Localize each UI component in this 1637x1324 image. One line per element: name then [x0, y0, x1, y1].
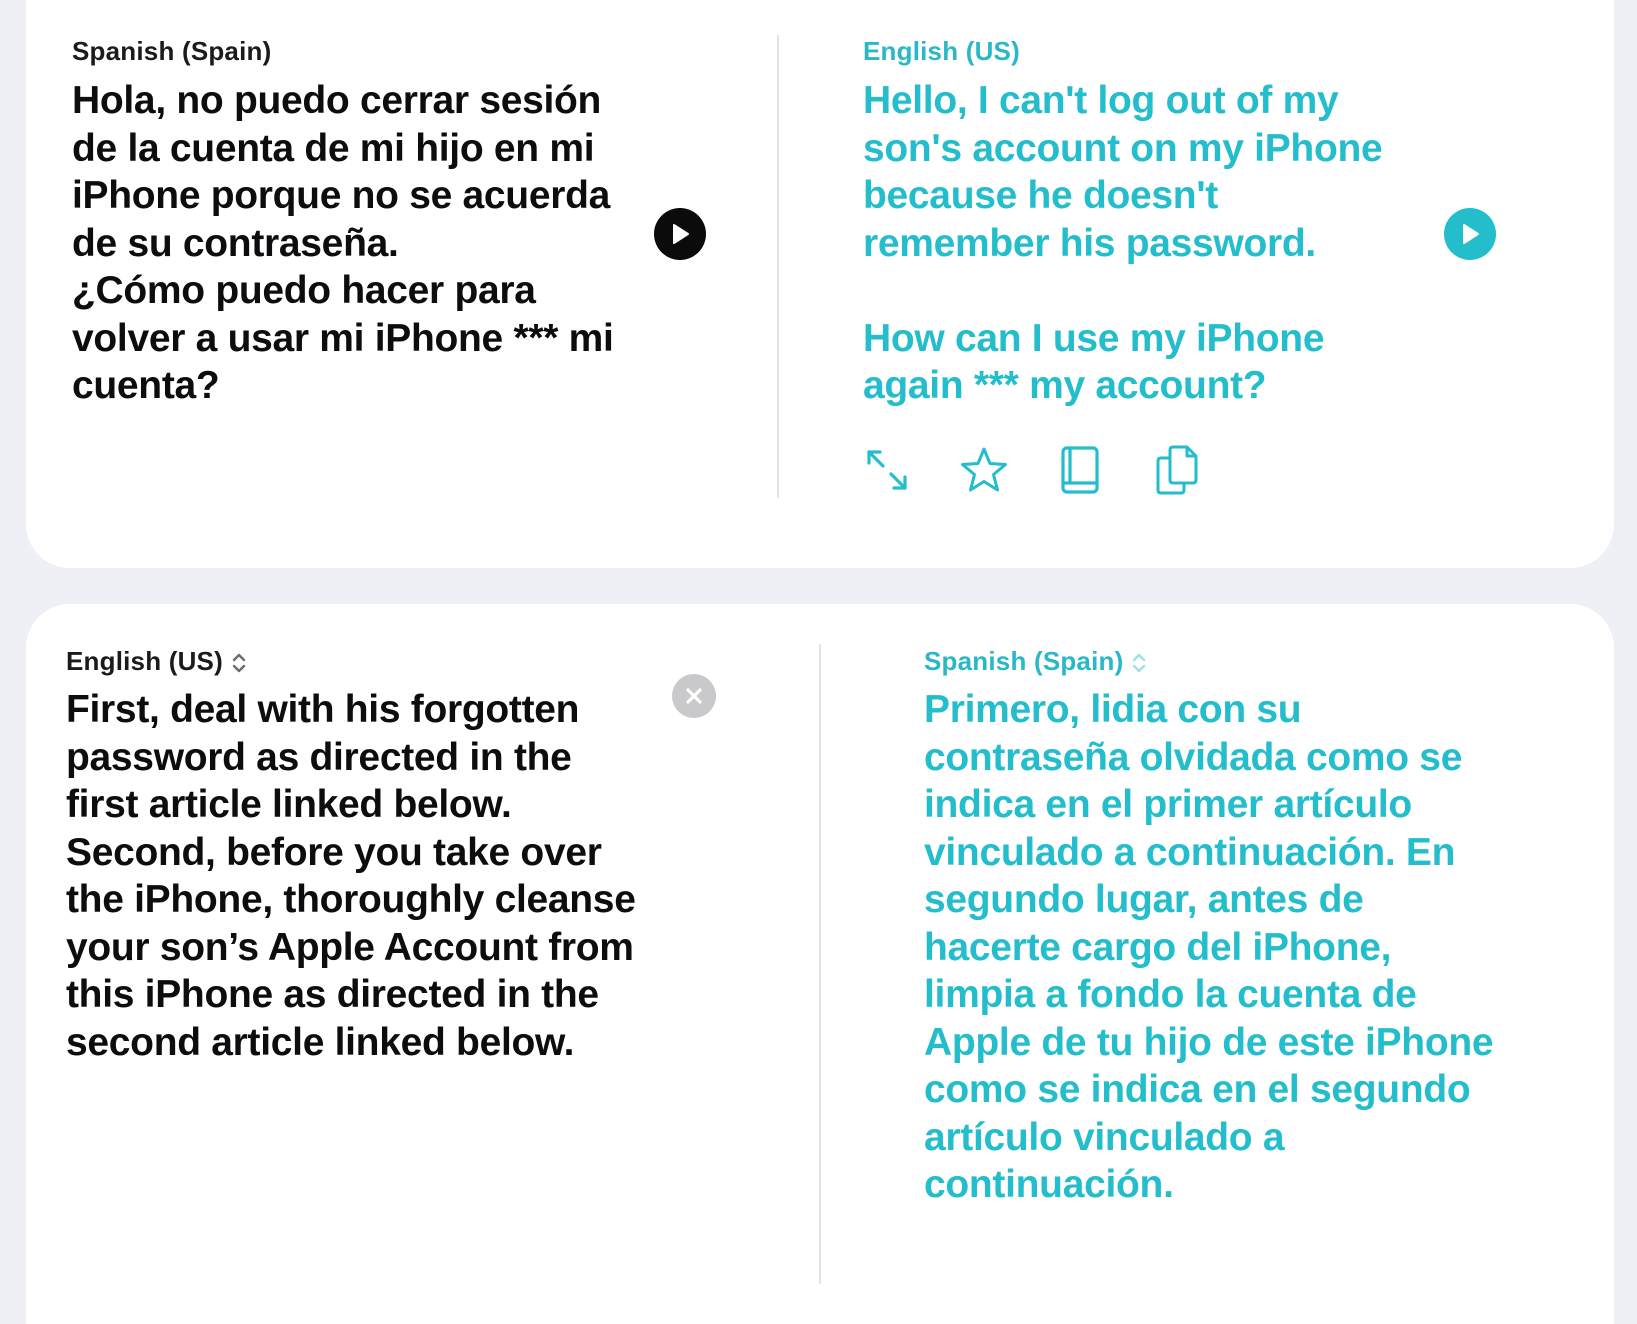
source-text[interactable]: Hola, no puedo cerrar sesión de la cuenta de mi hijo en mi iPhone porque no se acuerda de su contraseña. ¿Cómo puedo hacer para volver a usar mi iPhone *** mi cuenta?: [72, 79, 614, 407]
source-play-button[interactable]: [654, 208, 706, 260]
book-icon: [1058, 445, 1102, 495]
card-divider: [777, 35, 779, 498]
dictionary-button[interactable]: [1053, 443, 1107, 497]
input-text-field[interactable]: First, deal with his forgotten password as directed in the first article linked below. Second, before you take over the iPhone, thoroughly cleanse your son’s Apple Account from this iPhone as directed in the second article linked below.: [66, 688, 636, 1064]
favorite-button[interactable]: [957, 443, 1011, 497]
translation-play-button[interactable]: [1444, 208, 1496, 260]
target-language-label: Spanish (Spain): [924, 646, 1124, 676]
source-language-label: English (US): [66, 646, 223, 676]
play-icon: [669, 222, 691, 246]
copy-documents-icon: [1153, 444, 1201, 496]
target-language-selector[interactable]: [924, 646, 1147, 677]
translation-text: Primero, lidia con su contraseña olvidada como se indica en el primer artículo vinculado a continuación. En segundo lugar, antes de hacerte cargo del iPhone, limpia a fondo la cuenta de Apple de tu hijo de este iPhone como se indica en el segundo artículo vinculado a continuación.: [924, 688, 1494, 1206]
chevron-up-down-icon: [1131, 651, 1147, 675]
source-language-label[interactable]: Spanish (Spain): [72, 36, 272, 66]
source-language-selector[interactable]: [66, 646, 247, 677]
translation-card-lower: [26, 604, 1614, 1324]
translation-card-upper: [26, 0, 1614, 568]
chevron-up-down-icon: [231, 651, 247, 675]
star-icon: [959, 445, 1009, 495]
translation-text: Hello, I can't log out of my son's account on my iPhone because he doesn't remember his password. How can I use my iPhone again *** my account?: [863, 79, 1383, 407]
play-icon: [1459, 222, 1481, 246]
target-language-label[interactable]: English (US): [863, 36, 1020, 66]
expand-arrows-icon: [863, 446, 911, 494]
copy-button[interactable]: [1150, 443, 1204, 497]
clear-x-icon: [685, 687, 703, 705]
card-divider: [819, 644, 821, 1284]
clear-text-button[interactable]: [672, 674, 716, 718]
expand-button[interactable]: [860, 443, 914, 497]
